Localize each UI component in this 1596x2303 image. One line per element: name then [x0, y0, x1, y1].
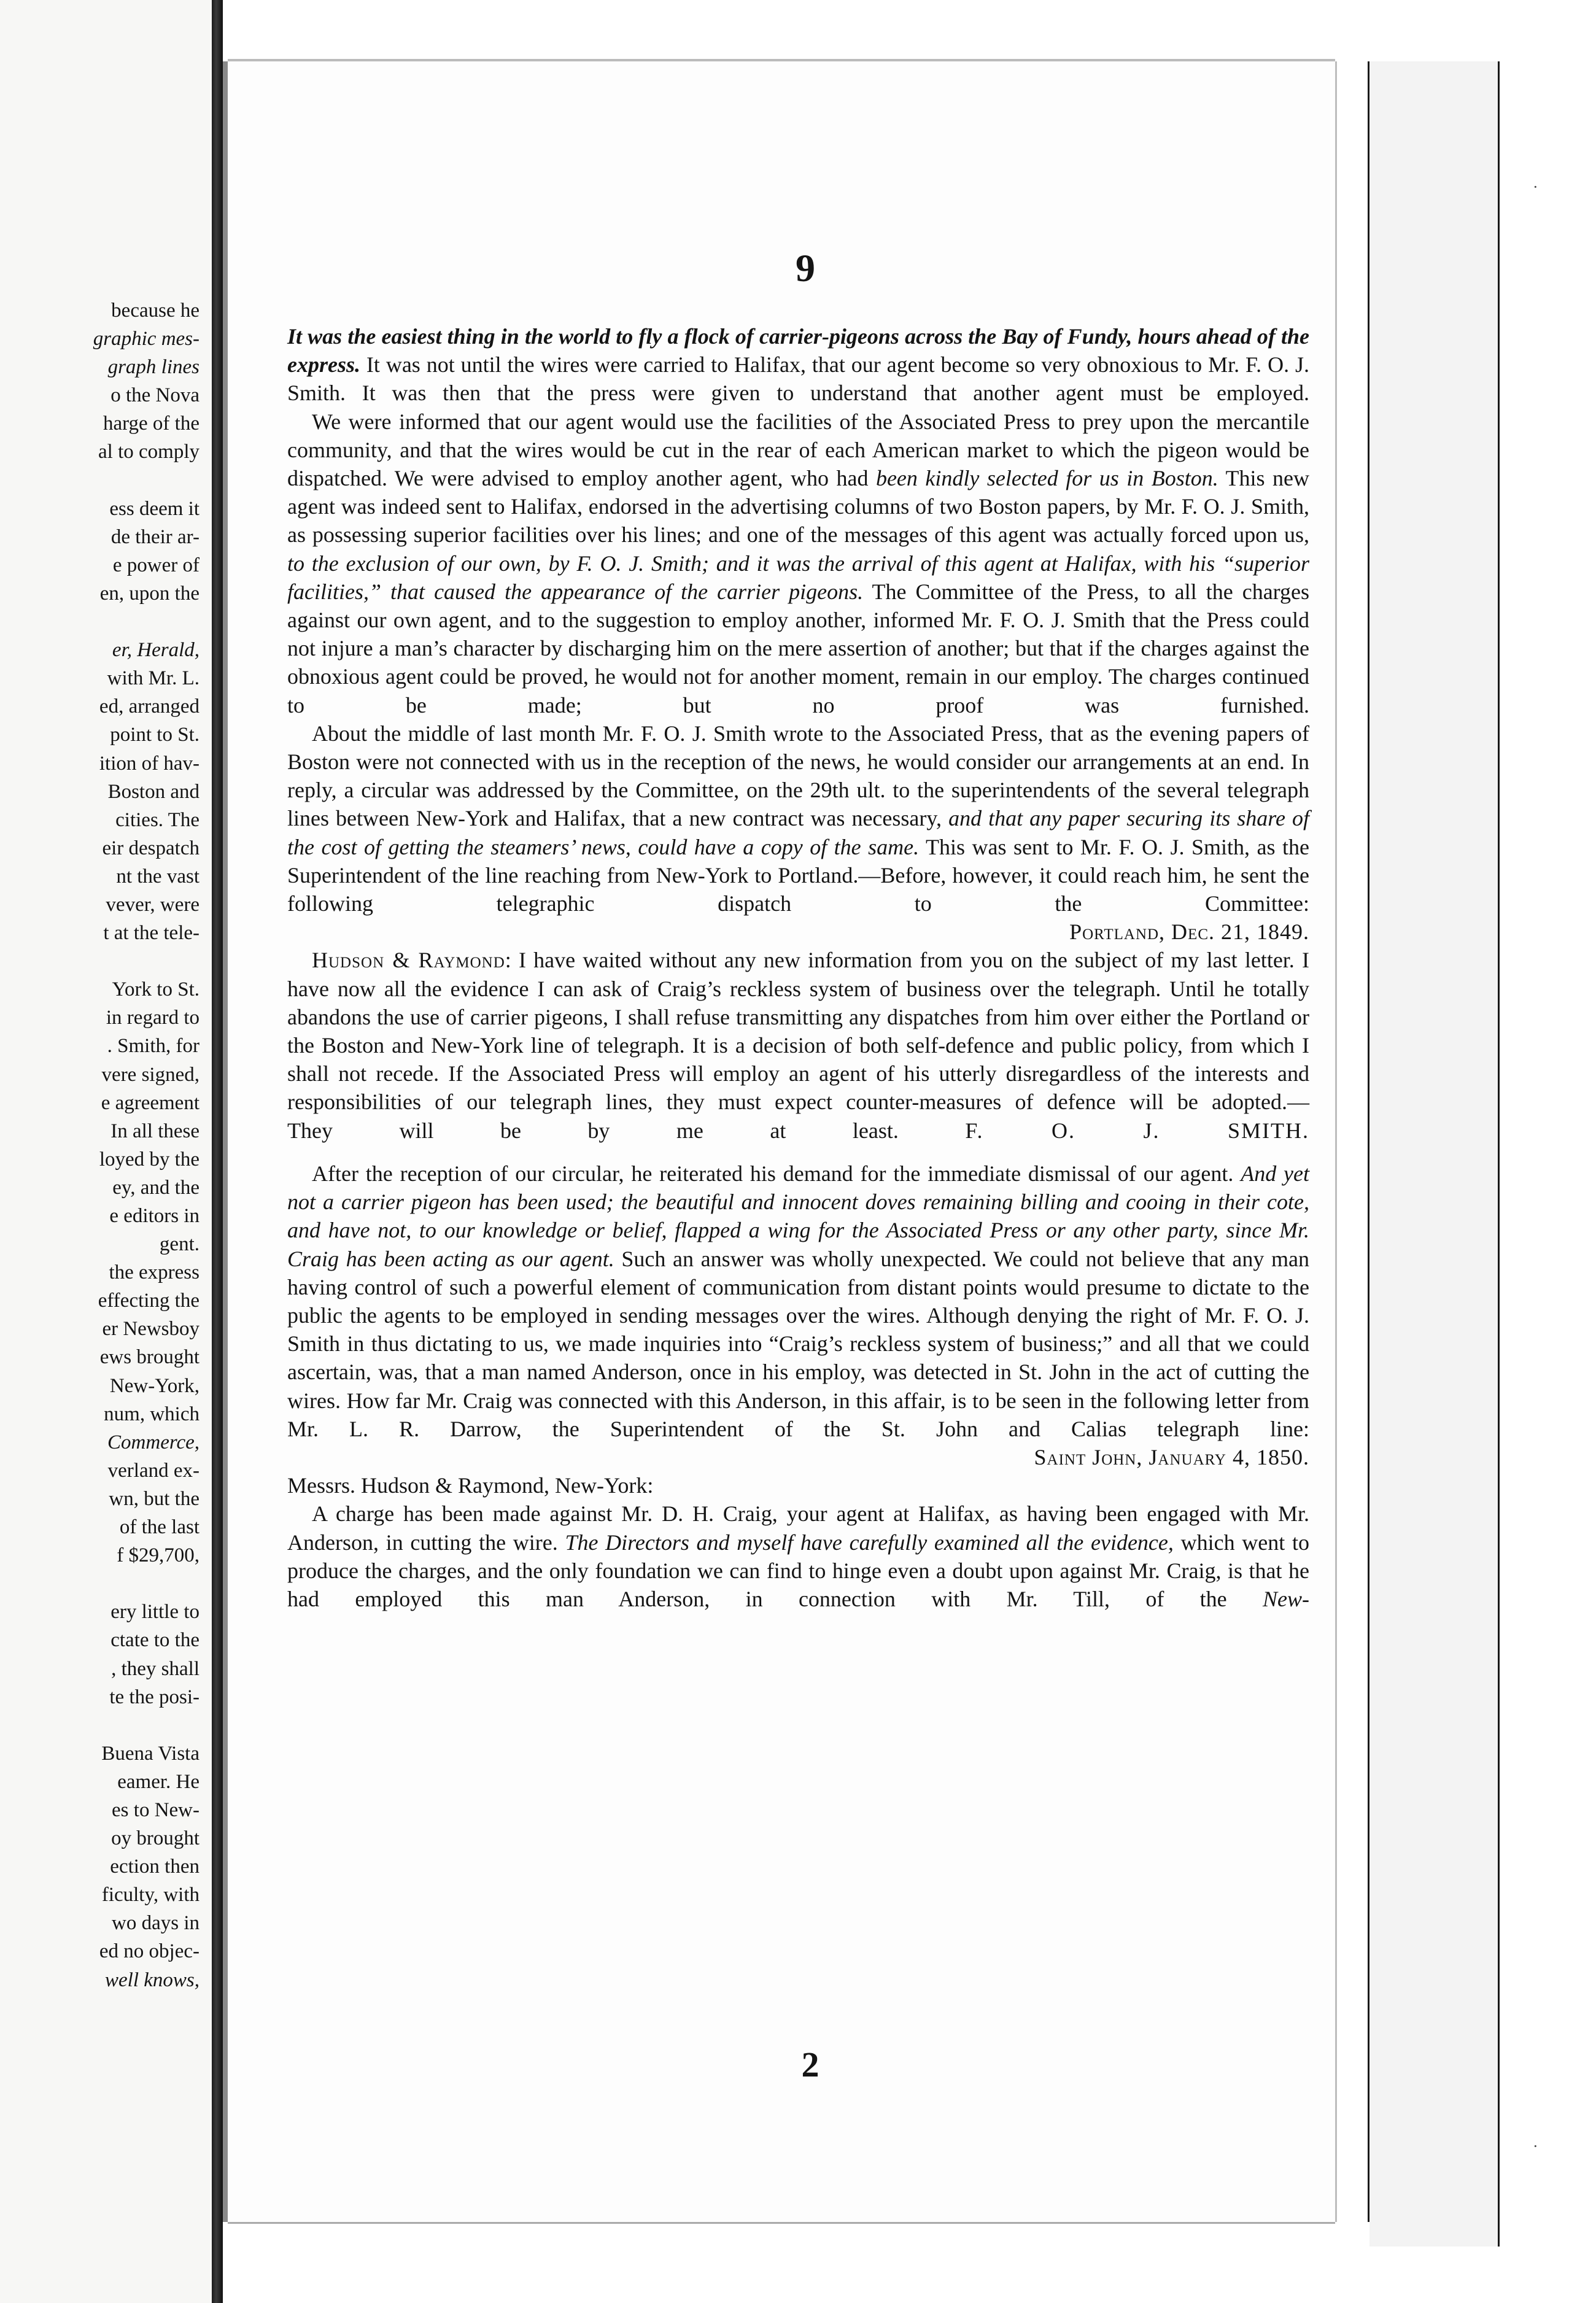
left-page-line: point to St.: [110, 724, 200, 746]
text-run: About the middle of last month Mr. F. O. J. Smith wrote to the Associated Press, that as the evening papers of Boston were not connected with us in the reception of the news, he would consider our arrangements at an end. In reply, a circular was addressed by the Committee, on the 29th ult. to the superintendents of the several telegraph lines between New-York and Halifax, that a new contract was necessary,: [287, 721, 1309, 831]
left-page-line: York to St.: [112, 978, 200, 1001]
left-page-line: because he: [111, 300, 200, 322]
left-page-line: well knows,: [105, 1968, 200, 1991]
left-page-line: graphic mes-: [93, 328, 200, 350]
left-page-line: Commerce,: [107, 1431, 200, 1453]
left-page-line: t at the tele-: [103, 922, 200, 945]
addressee-text: Messrs. Hudson & Raymond, New-York:: [287, 1473, 654, 1498]
scan-outer-margin: [1500, 0, 1596, 2303]
left-page-line: Buena Vista: [101, 1742, 200, 1765]
dateline: [287, 1443, 1309, 1471]
left-page-line: ed, arranged: [99, 695, 200, 718]
left-page-line: eir despatch: [102, 837, 200, 859]
left-page-line: ficulty, with: [101, 1884, 200, 1906]
text-run: We were informed that our agent would use the facilities of the Associated Press to prey upon the mercantile community, and that the wires would be cut in the rear of each American market to which the pigeon would be dispatched. We were advised to employ another agent, who had: [287, 409, 1309, 491]
page-edge-band: [1369, 61, 1498, 2247]
left-page-line: vever, were: [106, 893, 200, 916]
left-page-line: the express: [109, 1261, 200, 1284]
scan-edge-line: [1368, 61, 1369, 2222]
text-run: which went to produce the charges, and the only foundation we can find to hinge even a doubt upon against Mr. Craig, is that he had employed this man Anderson, in connection with Mr. Till, of the: [287, 1530, 1309, 1611]
left-page-line: al to comply: [98, 441, 200, 463]
spine-shadow: [223, 61, 228, 2222]
left-page-line: eamer. He: [117, 1770, 200, 1793]
left-page-line: e editors in: [109, 1205, 200, 1227]
text-run: It was not until the wires were carried to Halifax, that our agent become so very obnoxious to Mr. F. O. J. Smith. It was then that the press were given to understand that another agent must be employed.: [287, 352, 1309, 406]
scan-mark: ·: [1533, 2137, 1538, 2155]
left-page-line: ed no objec-: [99, 1940, 200, 1963]
signature: F. O. J. SMITH.: [965, 1118, 1309, 1143]
emphasis-text: and that any paper securing its share of the cost of getting the steamers’ news, could have a copy of the same.: [287, 806, 1309, 859]
left-page-line: . Smith, for: [107, 1035, 200, 1058]
left-page-line: New-York,: [109, 1374, 200, 1397]
left-page-line: er Newsboy: [102, 1318, 200, 1341]
left-page-line: es to New-: [112, 1798, 200, 1821]
text-run: After the reception of our circular, he reiterated his demand for the immediate dismissal of our agent.: [312, 1161, 1241, 1186]
left-page-line: loyed by the: [99, 1148, 200, 1171]
left-page-line: num, which: [104, 1403, 200, 1425]
letter-salutation: Hudson & Raymond: [312, 948, 505, 973]
left-page-line: [0, 608, 200, 636]
left-page-line: gent.: [159, 1233, 200, 1256]
emphasis-text: It was the easiest thing in the world to fly a flock of carrier-pigeons across the Bay of Fundy, hours ahead of the express.: [287, 324, 1309, 377]
letter-closing: They will be by me at least.: [287, 1118, 899, 1143]
paragraph: [287, 719, 1309, 918]
page-bottom-edge: [228, 2222, 1335, 2224]
left-page-line: er, Herald,: [112, 639, 200, 662]
scan-mark: ·: [1533, 178, 1538, 196]
left-page-line: Boston and: [107, 780, 200, 803]
text-run: This new agent was indeed sent to Halifax, endorsed in the advertising columns of two Boston papers, by Mr. F. O. J. Smith, as possessing superior facilities over his lines; and one of the messages of this agent was actually forced upon us,: [287, 466, 1310, 548]
left-page-line: o the Nova: [110, 384, 200, 407]
left-facing-page: [0, 0, 212, 2303]
page-number: 9: [796, 246, 815, 290]
paragraph: [287, 1159, 1309, 1443]
paragraph: [287, 408, 1309, 719]
left-page-line: de their ar-: [110, 525, 200, 548]
left-page-line: wn, but the: [109, 1487, 200, 1510]
paragraph: [287, 322, 1309, 408]
left-page-line: ews brought: [99, 1346, 200, 1369]
left-page-line: , they shall: [111, 1657, 200, 1680]
letter-body: [287, 946, 1309, 1116]
left-page-line: of the last: [119, 1516, 200, 1539]
dateline-text: Saint John, January 4, 1850.: [1034, 1444, 1309, 1469]
left-page-line: harge of the: [103, 412, 200, 435]
left-page-line: ition of hav-: [99, 752, 200, 775]
book-gutter: [212, 0, 223, 2303]
left-page-line: effecting the: [98, 1290, 200, 1312]
page-right-edge: [1335, 61, 1337, 2222]
left-page-line: ey, and the: [112, 1176, 200, 1199]
signature-line: [287, 1117, 1309, 1145]
emphasis-text: And yet not a carrier pigeon has been used; the beautiful and innocent doves remaining billing and cooing in their cote, and have not, to our knowledge or belief, flapped a wing for the Associated Press or any other party, since Mr. Craig has been acting as our agent.: [287, 1161, 1310, 1271]
left-page-line: [0, 1570, 200, 1598]
emphasis-text: The Directors and myself have carefully examined all the evidence,: [565, 1530, 1174, 1555]
text-run: The Committee of the Press, to all the charges against our own agent, and to the suggestion to employ another, informed Mr. F. O. J. Smith that the Press could not injure a man’s character by discharging him on the mere assertion of another; but that if the charges against the obnoxious agent could be proved, he would not for another moment, remain in our employ. The charges continued to be made; but no proof was furnished.: [287, 579, 1310, 718]
left-page-line: te the posi-: [109, 1686, 200, 1708]
letter-text: : I have waited without any new information from you on the subject of my last letter. I have now all the evidence I can ask of Craig’s reckless system of business over the telegraph. Until he totally abandons the use of carrier pigeons, I shall refuse transmitting any dispatches from him over either the Portland or the Boston and New-York line of telegraph. It is a decision of both self-defence and public policy, from which I shall not recede. If the Associated Press will employ an agent of his utterly disregardless of the interests and responsibilities of our telegraph lines, they must expect counter-measures of defence will be adopted.—: [287, 948, 1309, 1115]
letter-addressee: [287, 1471, 1309, 1500]
left-page-line: with Mr. L.: [107, 667, 200, 690]
left-page-line: In all these: [110, 1120, 200, 1142]
signature-mark: 2: [801, 2045, 819, 2084]
left-page-line: ery little to: [110, 1601, 200, 1624]
emphasis-text: to the exclusion of our own, by F. O. J. Smith; and it was the arrival of this agent at Halifax, with his “superior facilities,” that caused the appearance of the carrier pigeons.: [287, 551, 1309, 604]
left-page-line: oy brought: [111, 1827, 200, 1850]
dateline-text: Portland, Dec. 21, 1849.: [1069, 919, 1309, 945]
left-page-line: e power of: [112, 554, 200, 576]
left-page-line: nt the vast: [116, 865, 200, 888]
scan-top-margin: [228, 0, 1596, 59]
left-page-line: [0, 1711, 200, 1740]
left-page-line: wo days in: [112, 1912, 200, 1935]
left-page-line: ection then: [110, 1856, 200, 1878]
left-page-line: cities. The: [115, 808, 200, 831]
emphasis-text: New-: [1263, 1586, 1309, 1611]
left-page-line: ctate to the: [110, 1629, 200, 1652]
left-page-text-column: [0, 296, 200, 1994]
text-run: A charge has been made against Mr. D. H. Craig, your agent at Halifax, as having been engaged with Mr. Anderson, in cutting the wire.: [287, 1501, 1309, 1555]
emphasis-text: been kindly selected for us in Boston.: [875, 466, 1218, 491]
left-page-line: e agreement: [101, 1091, 200, 1114]
left-page-line: f $29,700,: [117, 1544, 200, 1567]
left-page-line: [0, 947, 200, 975]
page-body: [287, 322, 1309, 1613]
left-page-line: [0, 466, 200, 495]
left-page-line: in regard to: [106, 1007, 200, 1029]
text-run: Such an answer was wholly unexpected. We could not believe that any man having control of such a powerful element of communication from distant points would presume to dictate to the public the agents to be employed in sending messages over the wires. Although denying the right of Mr. F. O. J. Smith in thus dictating to us, we made inquiries into “Craig’s reckless system of business;” and all that we could ascertain, was, that a man named Anderson, once in his employ, was detected in St. John in the act of cutting the wires. How far Mr. Craig was connected with this Anderson, in this affair, is to be seen in the following letter from Mr. L. R. Darrow, the Superintendent of the St. John and Calias telegraph line:: [287, 1246, 1309, 1441]
dateline: [287, 918, 1309, 946]
left-page-line: verland ex-: [107, 1459, 200, 1482]
left-page-line: en, upon the: [99, 582, 200, 605]
left-page-line: ess deem it: [109, 497, 200, 520]
left-page-line: vere signed,: [101, 1063, 200, 1086]
left-page-line: graph lines: [107, 356, 200, 379]
letter-body: [287, 1500, 1309, 1613]
text-run: This was sent to Mr. F. O. J. Smith, as the Superintendent of the line reaching from New-York to Portland.—Before, however, it could reach him, he sent the following telegraphic dispatch to the Committee:: [287, 834, 1309, 916]
